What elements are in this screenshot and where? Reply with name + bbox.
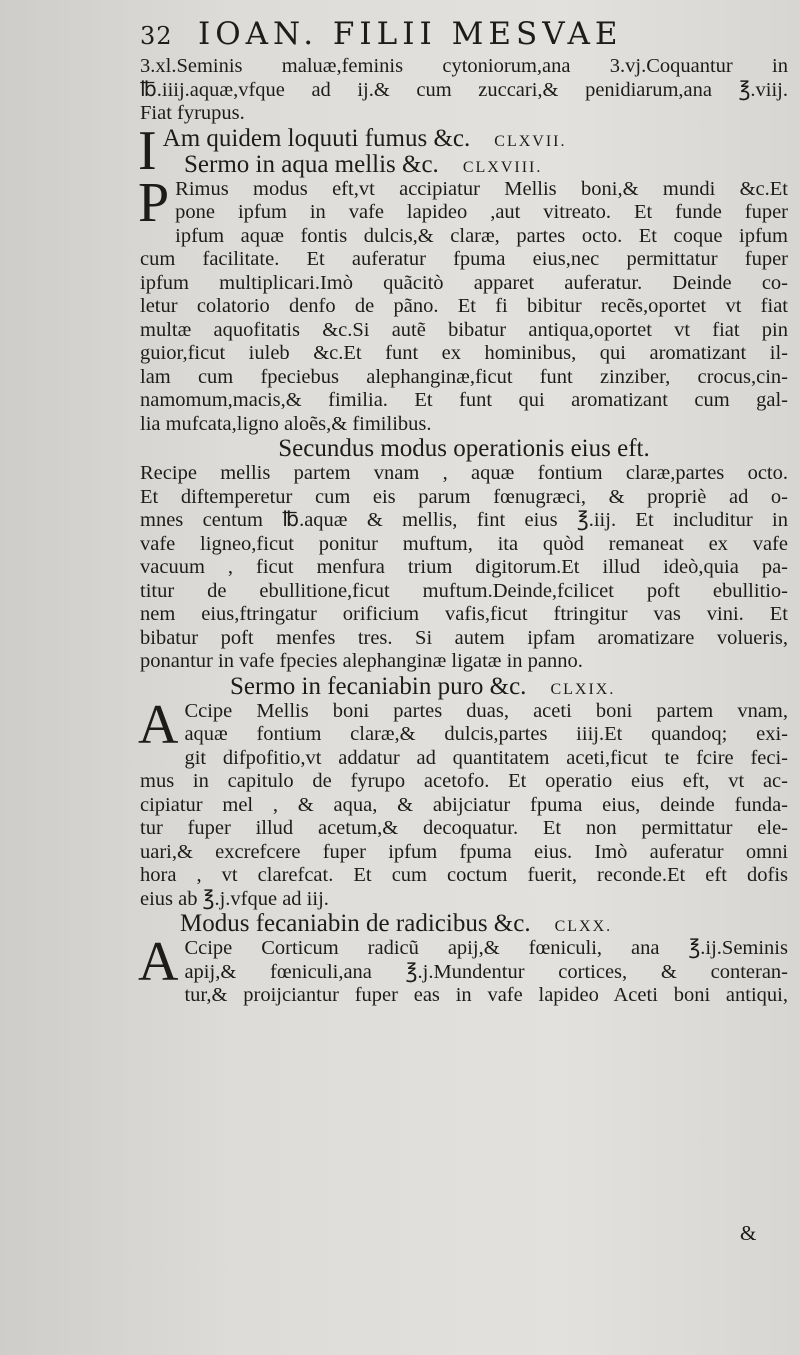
text-line: Rimus modus eft,vt accipiatur Mellis boni,& mundi &c.Et — [175, 177, 788, 200]
drop-capital: A — [138, 931, 179, 993]
paragraph-recipe-end — [140, 55, 788, 126]
paragraph-modus-radicibus — [138, 931, 788, 1008]
page-header — [140, 14, 780, 56]
paragraph-secundus-modus — [140, 462, 788, 674]
text-line: bibatur poft menfes tres. Si autem ipfam aromatizare volueris, — [140, 626, 788, 649]
text-line: lia mufcata,ligno aloẽs,& fimilibus. — [140, 412, 432, 435]
text-line: apij,& fœniculi,ana ℥.j.Mundentur cortices, & conteran- — [184, 960, 788, 983]
running-head: IOAN. FILII MESVAE — [198, 16, 623, 52]
text-line: titur de ebullitione,ficut muftum.Deinde,fcilicet poft ebullitio- — [140, 579, 788, 602]
paragraph-sermo-fecaniabin — [138, 693, 788, 912]
chapter-number: CLXVII. — [494, 132, 567, 150]
chapter-number: CLXIX. — [550, 680, 616, 698]
text-line: ℔.iiij.aquæ,vfque ad ij.& cum zuccari,& penidiarum,ana ℥.viij. — [140, 78, 788, 101]
text-line: Recipe mellis partem vnam , aquæ fontium claræ,partes octo. — [140, 462, 788, 484]
text-line: uari,& excrefcere fuper ipfum fpuma eius. Imò auferatur omni — [140, 840, 788, 863]
text-line: mnes centum ℔.aquæ & mellis, fint eius ℥.iij. Et includitur in — [140, 509, 788, 531]
paragraph-primus-modus — [138, 171, 788, 437]
text-line: ponantur in vafe fpecies alephanginæ ligatæ in panno. — [140, 650, 583, 672]
chapter-heading — [140, 911, 788, 937]
heading-text: Am quidem loquuti fumus &c. — [162, 124, 471, 152]
text-line: tur,& proijciantur fuper eas in vafe lapideo Aceti boni antiqui, — [184, 984, 788, 1006]
text-line: nem eius,ftringatur orificium vafis,ficut ftringitur vas vini. Et — [140, 603, 788, 625]
text-line: pone ipfum in vafe lapideo ,aut vitreato. Et funde fuper — [175, 201, 788, 223]
chapter-heading — [140, 126, 788, 152]
page-number: 32 — [140, 22, 173, 50]
section-heading: Secundus modus operationis eius eft. — [278, 435, 650, 462]
text-line: vacuum , ficut menfura trium digitorum.Et illud ideò,quia pa- — [140, 556, 788, 578]
text-line: lam cum fpeciebus alephanginæ,ficut funt zinziber, crocus,cin- — [140, 365, 788, 388]
chapter-heading — [140, 152, 788, 178]
text-line: cipiatur mel , & aqua, & abijciatur fpuma eius, deinde funda- — [140, 793, 788, 816]
text-line: 3.xl.Seminis maluæ,feminis cytoniorum,ana 3.vj.Coquantur in — [140, 55, 788, 77]
heading-text: Sermo in aqua mellis &c. — [184, 150, 439, 178]
text-line: eius ab ℥.j.vfque ad iij. — [140, 887, 329, 910]
heading-text: Modus fecaniabin de radicibus &c. — [180, 910, 531, 937]
text-line: ipfum aquæ fontis dulcis,& claræ, partes octo. Et coque ipfum — [175, 224, 788, 247]
text-line: Fiat fyrupus. — [140, 102, 245, 124]
text-line: multæ aquofitatis &c.Si autẽ bibatur antiqua,oportet vt fiat pin — [140, 318, 788, 341]
text-line: letur colatorio denfo de pãno. Et fi bibitur recẽs,oportet vt fiat — [140, 295, 788, 317]
text-line: namomum,macis,& fimilia. Et funt qui aromatizant cum gal- — [140, 389, 788, 411]
text-line: Et diftemperetur cum eis parum fœnugræci, & propriè ad o- — [140, 485, 788, 508]
text-line: cum facilitate. Et auferatur fpuma eius,nec permittatur fuper — [140, 248, 788, 270]
catchword: & — [740, 1221, 757, 1245]
text-line: vafe ligneo,ficut ponitur muftum, ita quòd remaneat ex vafe — [140, 532, 788, 555]
text-line: Ccipe Mellis boni partes duas, aceti boni partem vnam, — [184, 699, 788, 722]
heading-block-clxvii — [138, 119, 788, 182]
text-line: guior,ficut iuleb &c.Et funt ex hominibus, qui aromatizant il- — [140, 342, 788, 364]
text-line: tur fuper illud acetum,& decoquatur. Et non permittatur ele- — [140, 817, 788, 839]
drop-capital: P — [138, 171, 170, 234]
drop-capital: A — [138, 693, 179, 756]
text-line: Ccipe Corticum radicũ apij,& fœniculi, ana ℥.ij.Seminis — [184, 937, 788, 959]
text-line: git difpofitio,vt addatur ad quantitatem aceti,ficut te fcire feci- — [184, 746, 788, 769]
drop-capital: I — [138, 119, 157, 182]
chapter-number: CLXX. — [554, 918, 613, 935]
text-line: aquæ fontium claræ,& dulcis,partes iiij.Et quandoq; exi- — [184, 723, 788, 745]
text-line: hora , vt clarefcat. Et cum coctum fuerit, reconde.Et eft dofis — [140, 864, 788, 886]
chapter-number: CLXVIII. — [462, 158, 543, 176]
chapter-heading — [140, 674, 788, 700]
heading-text: Sermo in fecaniabin puro &c. — [230, 672, 527, 700]
text-line: ipfum multiplicari.Imò quãcitò apparet auferatur. Deinde co- — [140, 271, 788, 294]
text-body — [140, 55, 788, 1008]
text-line: mus in capitulo de fyrupo acetofo. Et operatio eius eft, vt ac- — [140, 770, 788, 792]
